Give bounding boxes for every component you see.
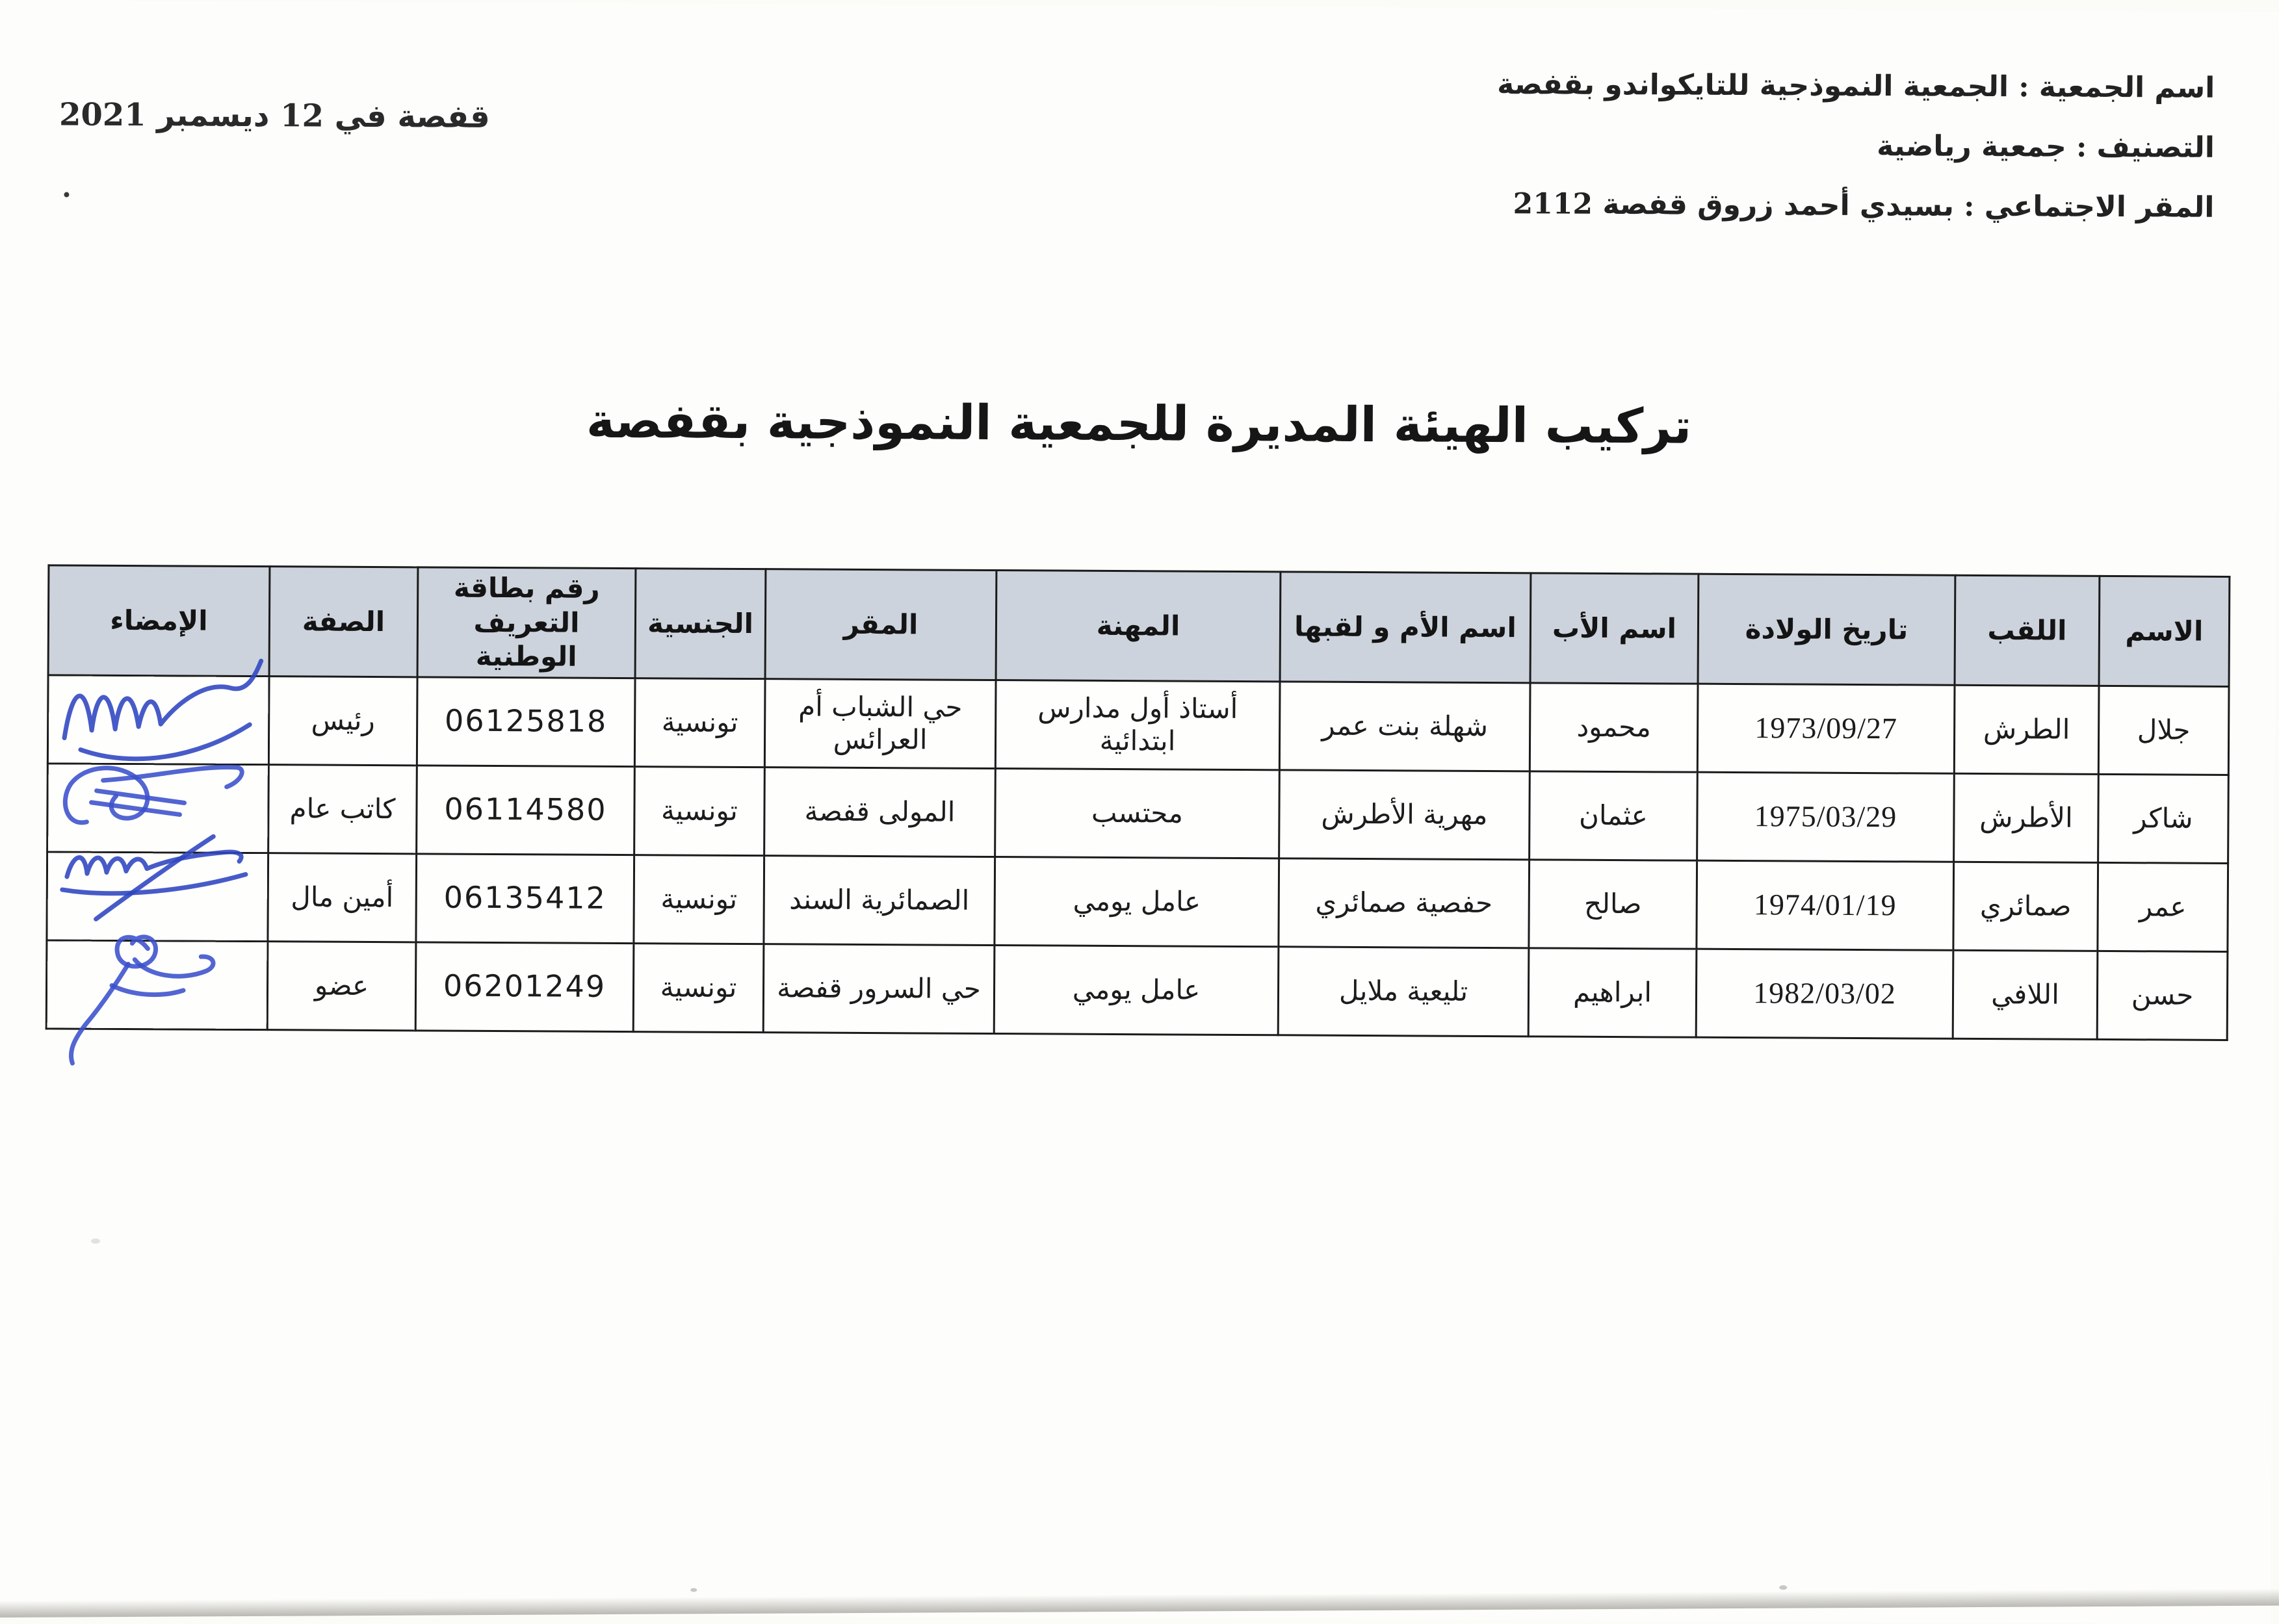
scan-dot: [64, 192, 69, 198]
cell-id-number: 06114580: [417, 765, 635, 855]
cell-nationality: تونسية: [634, 678, 765, 767]
cell-profession: أستاذ أول مدارس ابتدائية: [995, 680, 1280, 769]
cell-signature: [47, 675, 269, 764]
col-header-role: الصفة: [269, 567, 418, 677]
cell-mother-name: شهلة بنت عمر: [1279, 681, 1530, 771]
cell-name: حسن: [2097, 951, 2228, 1040]
cell-residence: حي الشباب أم العرائس: [764, 678, 996, 768]
cell-role: كاتب عام: [268, 764, 417, 853]
classification-line: التصنيف : جمعية رياضية: [1877, 129, 2215, 164]
cell-id-number: 06135412: [416, 853, 634, 943]
cell-mother-name: حفصية صمائري: [1279, 858, 1530, 947]
cell-nationality: تونسية: [633, 943, 764, 1032]
cell-role: رئيس: [268, 676, 417, 765]
cell-birth-date: 1974/01/19: [1697, 860, 1954, 950]
cell-profession: عامل يومي: [995, 857, 1279, 946]
cell-id-number: 06125818: [417, 677, 635, 766]
col-header-name: الاسم: [2099, 576, 2230, 686]
scan-speck: [91, 1239, 100, 1244]
col-header-nationality: الجنسية: [635, 569, 766, 679]
cell-surname: اللافي: [1953, 950, 2098, 1039]
cell-father-name: محمود: [1530, 682, 1698, 771]
cell-surname: صمائري: [1953, 862, 2098, 951]
cell-birth-date: 1982/03/02: [1696, 949, 1953, 1038]
cell-nationality: تونسية: [634, 766, 765, 855]
cell-mother-name: تليعية ملايل: [1278, 946, 1529, 1036]
cell-profession: محتسب: [995, 768, 1280, 858]
table-row: [46, 940, 2228, 1040]
header-row: [48, 565, 2230, 686]
signature-ink-icon: [51, 750, 266, 855]
cell-name: جلال: [2098, 686, 2229, 775]
col-header-residence: المقر: [765, 569, 996, 680]
cell-signature: [47, 763, 269, 853]
document-date: قفصة في 12 ديسمبر 2021: [59, 96, 490, 135]
cell-role: أمين مال: [268, 853, 417, 942]
col-header-profession: المهنة: [996, 571, 1281, 682]
cell-residence: المولى قفصة: [764, 767, 996, 857]
cell-role: عضو: [267, 941, 416, 1030]
table-row: [47, 675, 2229, 775]
cell-father-name: عثمان: [1530, 771, 1698, 860]
cell-signature: [46, 940, 268, 1029]
cell-profession: عامل يومي: [994, 945, 1279, 1035]
table-header: [48, 565, 2230, 686]
cell-birth-date: 1973/09/27: [1697, 684, 1955, 773]
col-header-signature: الإمضاء: [48, 565, 270, 676]
cell-residence: حي السرور قفصة: [763, 944, 995, 1033]
letterhead: [1496, 55, 2215, 238]
cell-father-name: ابراهيم: [1528, 947, 1697, 1037]
col-header-birth-date: تاريخ الولادة: [1698, 574, 1955, 685]
cell-name: عمر: [2098, 862, 2228, 951]
col-header-surname: اللقب: [1955, 575, 2100, 686]
cell-signature: [47, 851, 268, 941]
cell-nationality: تونسية: [634, 855, 764, 944]
cell-surname: الأطرش: [1954, 773, 2099, 862]
col-header-mother-name: اسم الأم و لقبها: [1280, 572, 1531, 683]
cell-surname: الطرش: [1954, 685, 2099, 774]
table-row: [47, 763, 2229, 863]
cell-residence: الصمائرية السند: [764, 855, 995, 945]
board-members-table: [46, 564, 2231, 1040]
col-header-father-name: اسم الأب: [1530, 573, 1699, 684]
association-name-line: اسم الجمعية : الجمعية النموذجية للتايكواندو بقفصة: [1497, 68, 2215, 105]
cell-mother-name: مهرية الأطرش: [1279, 769, 1530, 859]
cell-birth-date: 1975/03/29: [1697, 772, 1955, 862]
scan-speck: [1779, 1585, 1787, 1590]
cell-name: شاكر: [2098, 774, 2229, 863]
cell-id-number: 06201249: [415, 942, 634, 1031]
headquarters-line: المقر الاجتماعي : بسيدي أحمد زروق قفصة 2112: [1513, 187, 2215, 224]
cell-father-name: صالح: [1529, 859, 1697, 948]
scan-speck: [690, 1588, 697, 1592]
table-row: [47, 851, 2228, 951]
document-title: تركيب الهيئة المديرة للجمعية النموذجية بقفصة: [586, 393, 1692, 455]
col-header-id-number: رقم بطاقة التعريف الوطنية: [417, 567, 636, 678]
